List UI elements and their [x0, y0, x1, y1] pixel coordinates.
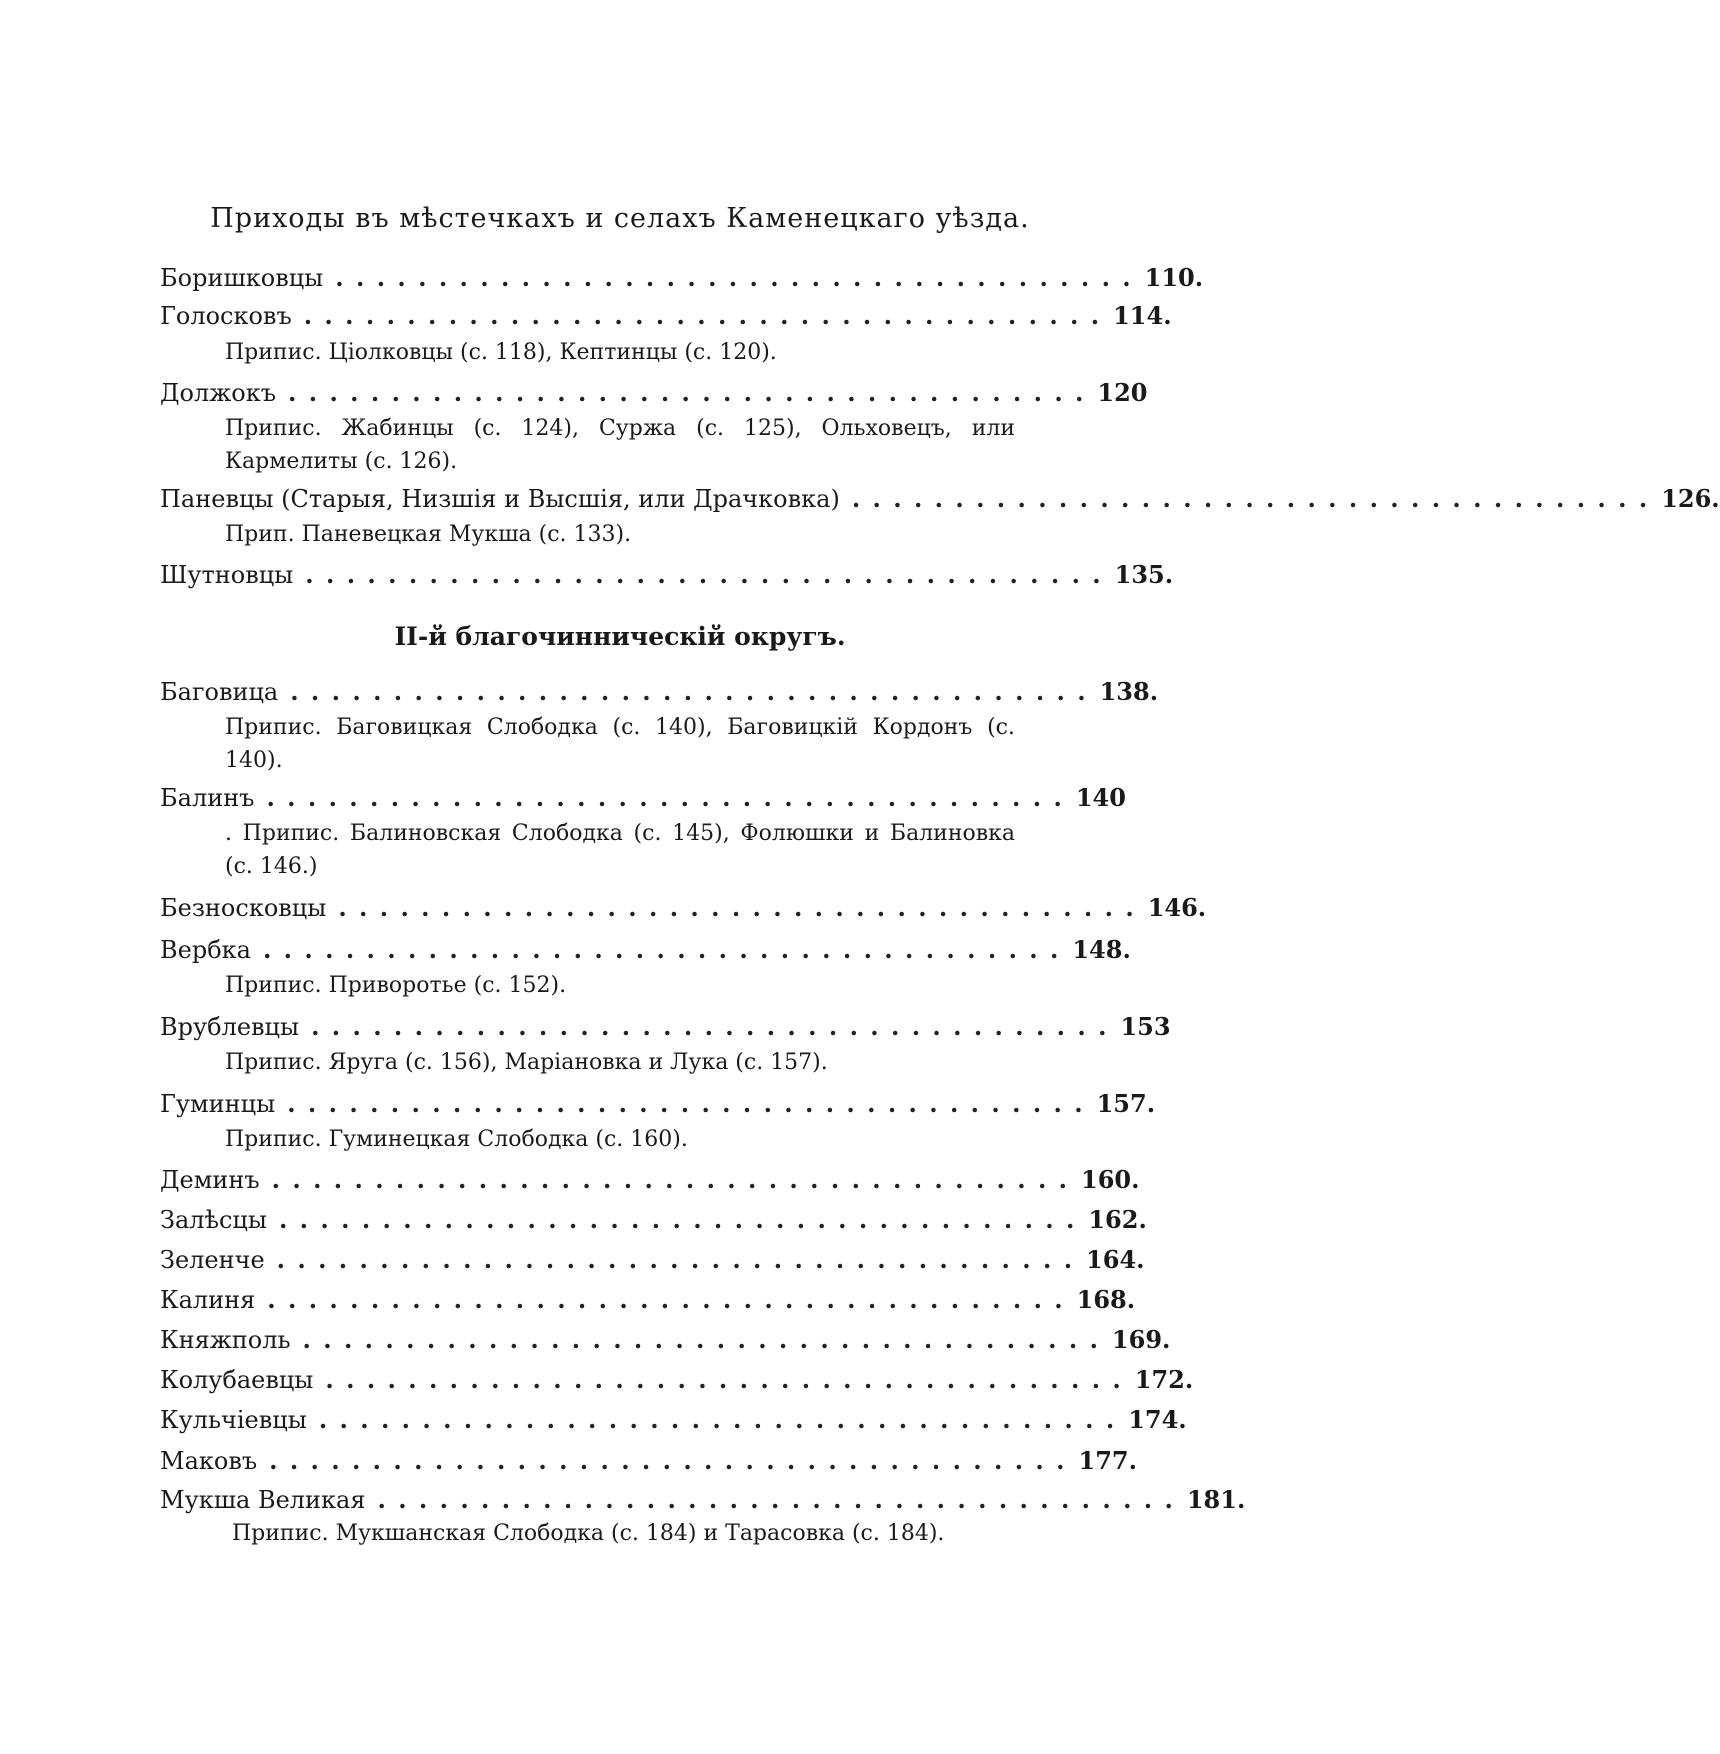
dot-leader: . . . . . . . . . . . . . . . . . . . . . . . . . . . . . . . . . . . . . . . [266, 783, 1064, 812]
toc-entry [160, 1243, 1145, 1277]
dot-leader: . . . . . . . . . . . . . . . . . . . . . . . . . . . . . . . . . . . . . . . [278, 1205, 1077, 1234]
entry-name: Шутновцы [160, 561, 294, 589]
entry-page: 120 [1097, 378, 1148, 407]
entry-page: 181. [1186, 1485, 1246, 1514]
dot-leader: . . . . . . . . . . . . . . . . . . . . . . . . . . . . . . . . . . . . . . . [305, 560, 1103, 589]
entry-name: Вербка [160, 936, 251, 964]
toc-entry [160, 1403, 1187, 1437]
dot-leader: . . . . . . . . . . . . . . . . . . . . . . . . . . . . . . . . . . . . . . . [377, 1485, 1175, 1514]
entry-page: 162. [1088, 1205, 1147, 1234]
entry-note: Припис. Яруга (с. 156), Маріановка и Лука (с. 157). [225, 1050, 828, 1075]
entry-name: Безносковцы [160, 894, 327, 922]
entry-note: Припис. Ціолковцы (с. 118), Кептинцы (с. 120). [225, 340, 777, 365]
entry-page: 172. [1134, 1365, 1194, 1394]
page-header: Приходы въ мѣстечкахъ и селахъ Каменецкаго уѣзда. [210, 203, 1030, 234]
entry-page: 177. [1078, 1446, 1137, 1475]
dot-leader: . . . . . . . . . . . . . . . . . . . . . . . . . . . . . . . . . . . . . . . [318, 1405, 1117, 1434]
entry-note: Прип. Паневецкая Мукша (с. 133). [225, 522, 632, 547]
entry-page: 168. [1076, 1285, 1136, 1314]
entry-name: Паневцы (Старыя, Низшія и Высшія, или Драчковка) [160, 485, 840, 513]
entry-page: 164. [1086, 1245, 1145, 1274]
toc-entry [160, 1010, 1171, 1044]
entry-name: Калиня [160, 1286, 256, 1314]
toc-entry [160, 891, 1207, 925]
dot-leader: . . . . . . . . . . . . . . . . . . . . . . . . . . . . . . . . . . . . . . . [311, 1012, 1109, 1041]
entry-page: 146. [1147, 893, 1207, 922]
toc-entry [160, 376, 1148, 410]
entry-note: Припис. Гуминецкая Слободка (с. 160). [225, 1127, 688, 1152]
toc-entry [160, 261, 1204, 295]
toc-entry [160, 675, 1159, 709]
dot-leader: . . . . . . . . . . . . . . . . . . . . . . . . . . . . . . . . . . . . . . . [269, 1446, 1067, 1475]
entry-page: 114. [1113, 301, 1172, 330]
entry-name: Деминъ [160, 1166, 260, 1194]
entry-page: 148. [1072, 935, 1131, 964]
entry-name: Голосковъ [160, 302, 292, 330]
dot-leader: . . . . . . . . . . . . . . . . . . . . . . . . . . . . . . . . . . . . . . . [287, 1089, 1085, 1118]
dot-leader: . . . . . . . . . . . . . . . . . . . . . . . . . . . . . . . . . . . . . . . [325, 1365, 1123, 1394]
toc-entry [160, 1483, 1246, 1517]
entry-name: Гуминцы [160, 1090, 276, 1118]
entry-name: Должокъ [160, 379, 277, 407]
toc-entry [160, 1323, 1171, 1357]
entry-page: 138. [1099, 677, 1159, 706]
dot-leader: . . . . . . . . . . . . . . . . . . . . . . . . . . . . . . . . . . . . . . . [302, 1325, 1100, 1354]
entry-page: 153 [1120, 1012, 1171, 1041]
entry-name: Мукша Великая [160, 1486, 366, 1514]
entry-page: 135. [1114, 560, 1174, 589]
dot-leader: . . . . . . . . . . . . . . . . . . . . . . . . . . . . . . . . . . . . . . . [335, 263, 1133, 292]
dot-leader: . . . . . . . . . . . . . . . . . . . . . . . . . . . . . . . . . . . . . . . [271, 1165, 1070, 1194]
entry-name: Баговица [160, 678, 279, 706]
entry-page: 126. [1661, 484, 1720, 513]
entry-name: Балинъ [160, 784, 255, 812]
entry-note: Припис. Жабинцы (с. 124), Суржа (с. 125), Ольховецъ, или Кармелиты (с. 126). [225, 416, 1015, 474]
entry-page: 160. [1081, 1165, 1140, 1194]
toc-entry [160, 482, 1720, 516]
entry-name: Зеленче [160, 1246, 265, 1274]
entry-name: Залѣсцы [160, 1206, 267, 1234]
entry-note: Припис. Баговицкая Слободка (с. 140), Баговицкій Кордонъ (с. 140). [225, 715, 1015, 773]
toc-entry [160, 1283, 1136, 1317]
toc-entry [160, 1203, 1147, 1237]
toc-entry [160, 1087, 1156, 1121]
entry-name: Врублевцы [160, 1013, 300, 1041]
entry-page: 140 [1075, 783, 1126, 812]
dot-leader: . . . . . . . . . . . . . . . . . . . . . . . . . . . . . . . . . . . . . . . [338, 893, 1136, 922]
entry-note: Припис. Приворотье (с. 152). [225, 973, 567, 998]
toc-entry [160, 299, 1172, 333]
toc-entry [160, 781, 1126, 815]
dot-leader: . . . . . . . . . . . . . . . . . . . . . . . . . . . . . . . . . . . . . . . [276, 1245, 1075, 1274]
entry-page: 157. [1096, 1089, 1156, 1118]
entry-name: Кульчіевцы [160, 1406, 307, 1434]
dot-leader: . . . . . . . . . . . . . . . . . . . . . . . . . . . . . . . . . . . . . . . [303, 301, 1102, 330]
entry-page: 110. [1144, 263, 1204, 292]
toc-entry [160, 558, 1174, 592]
dot-leader: . . . . . . . . . . . . . . . . . . . . . . . . . . . . . . . . . . . . . . . [267, 1285, 1065, 1314]
dot-leader: . . . . . . . . . . . . . . . . . . . . . . . . . . . . . . . . . . . . . . . [262, 935, 1061, 964]
entry-note: . Припис. Балиновская Слободка (с. 145), Фолюшки и Балиновка (с. 146.) [225, 821, 1015, 879]
section-title: II-й благочинническій округъ. [394, 622, 846, 651]
toc-entry [160, 933, 1131, 967]
entry-name: Княжполь [160, 1326, 291, 1354]
entry-name: Колубаевцы [160, 1366, 314, 1394]
entry-name: Боришковцы [160, 264, 324, 292]
entry-page: 169. [1111, 1325, 1171, 1354]
entry-note: Припис. Мукшанская Слободка (с. 184) и Тарасовка (с. 184). [232, 1521, 945, 1546]
toc-entry [160, 1163, 1140, 1197]
entry-page: 174. [1128, 1405, 1187, 1434]
dot-leader: . . . . . . . . . . . . . . . . . . . . . . . . . . . . . . . . . . . . . . . [851, 484, 1650, 513]
dot-leader: . . . . . . . . . . . . . . . . . . . . . . . . . . . . . . . . . . . . . . . [288, 378, 1086, 407]
dot-leader: . . . . . . . . . . . . . . . . . . . . . . . . . . . . . . . . . . . . . . . [290, 677, 1088, 706]
toc-entry [160, 1444, 1137, 1478]
toc-entry [160, 1363, 1194, 1397]
entry-name: Маковъ [160, 1447, 258, 1475]
